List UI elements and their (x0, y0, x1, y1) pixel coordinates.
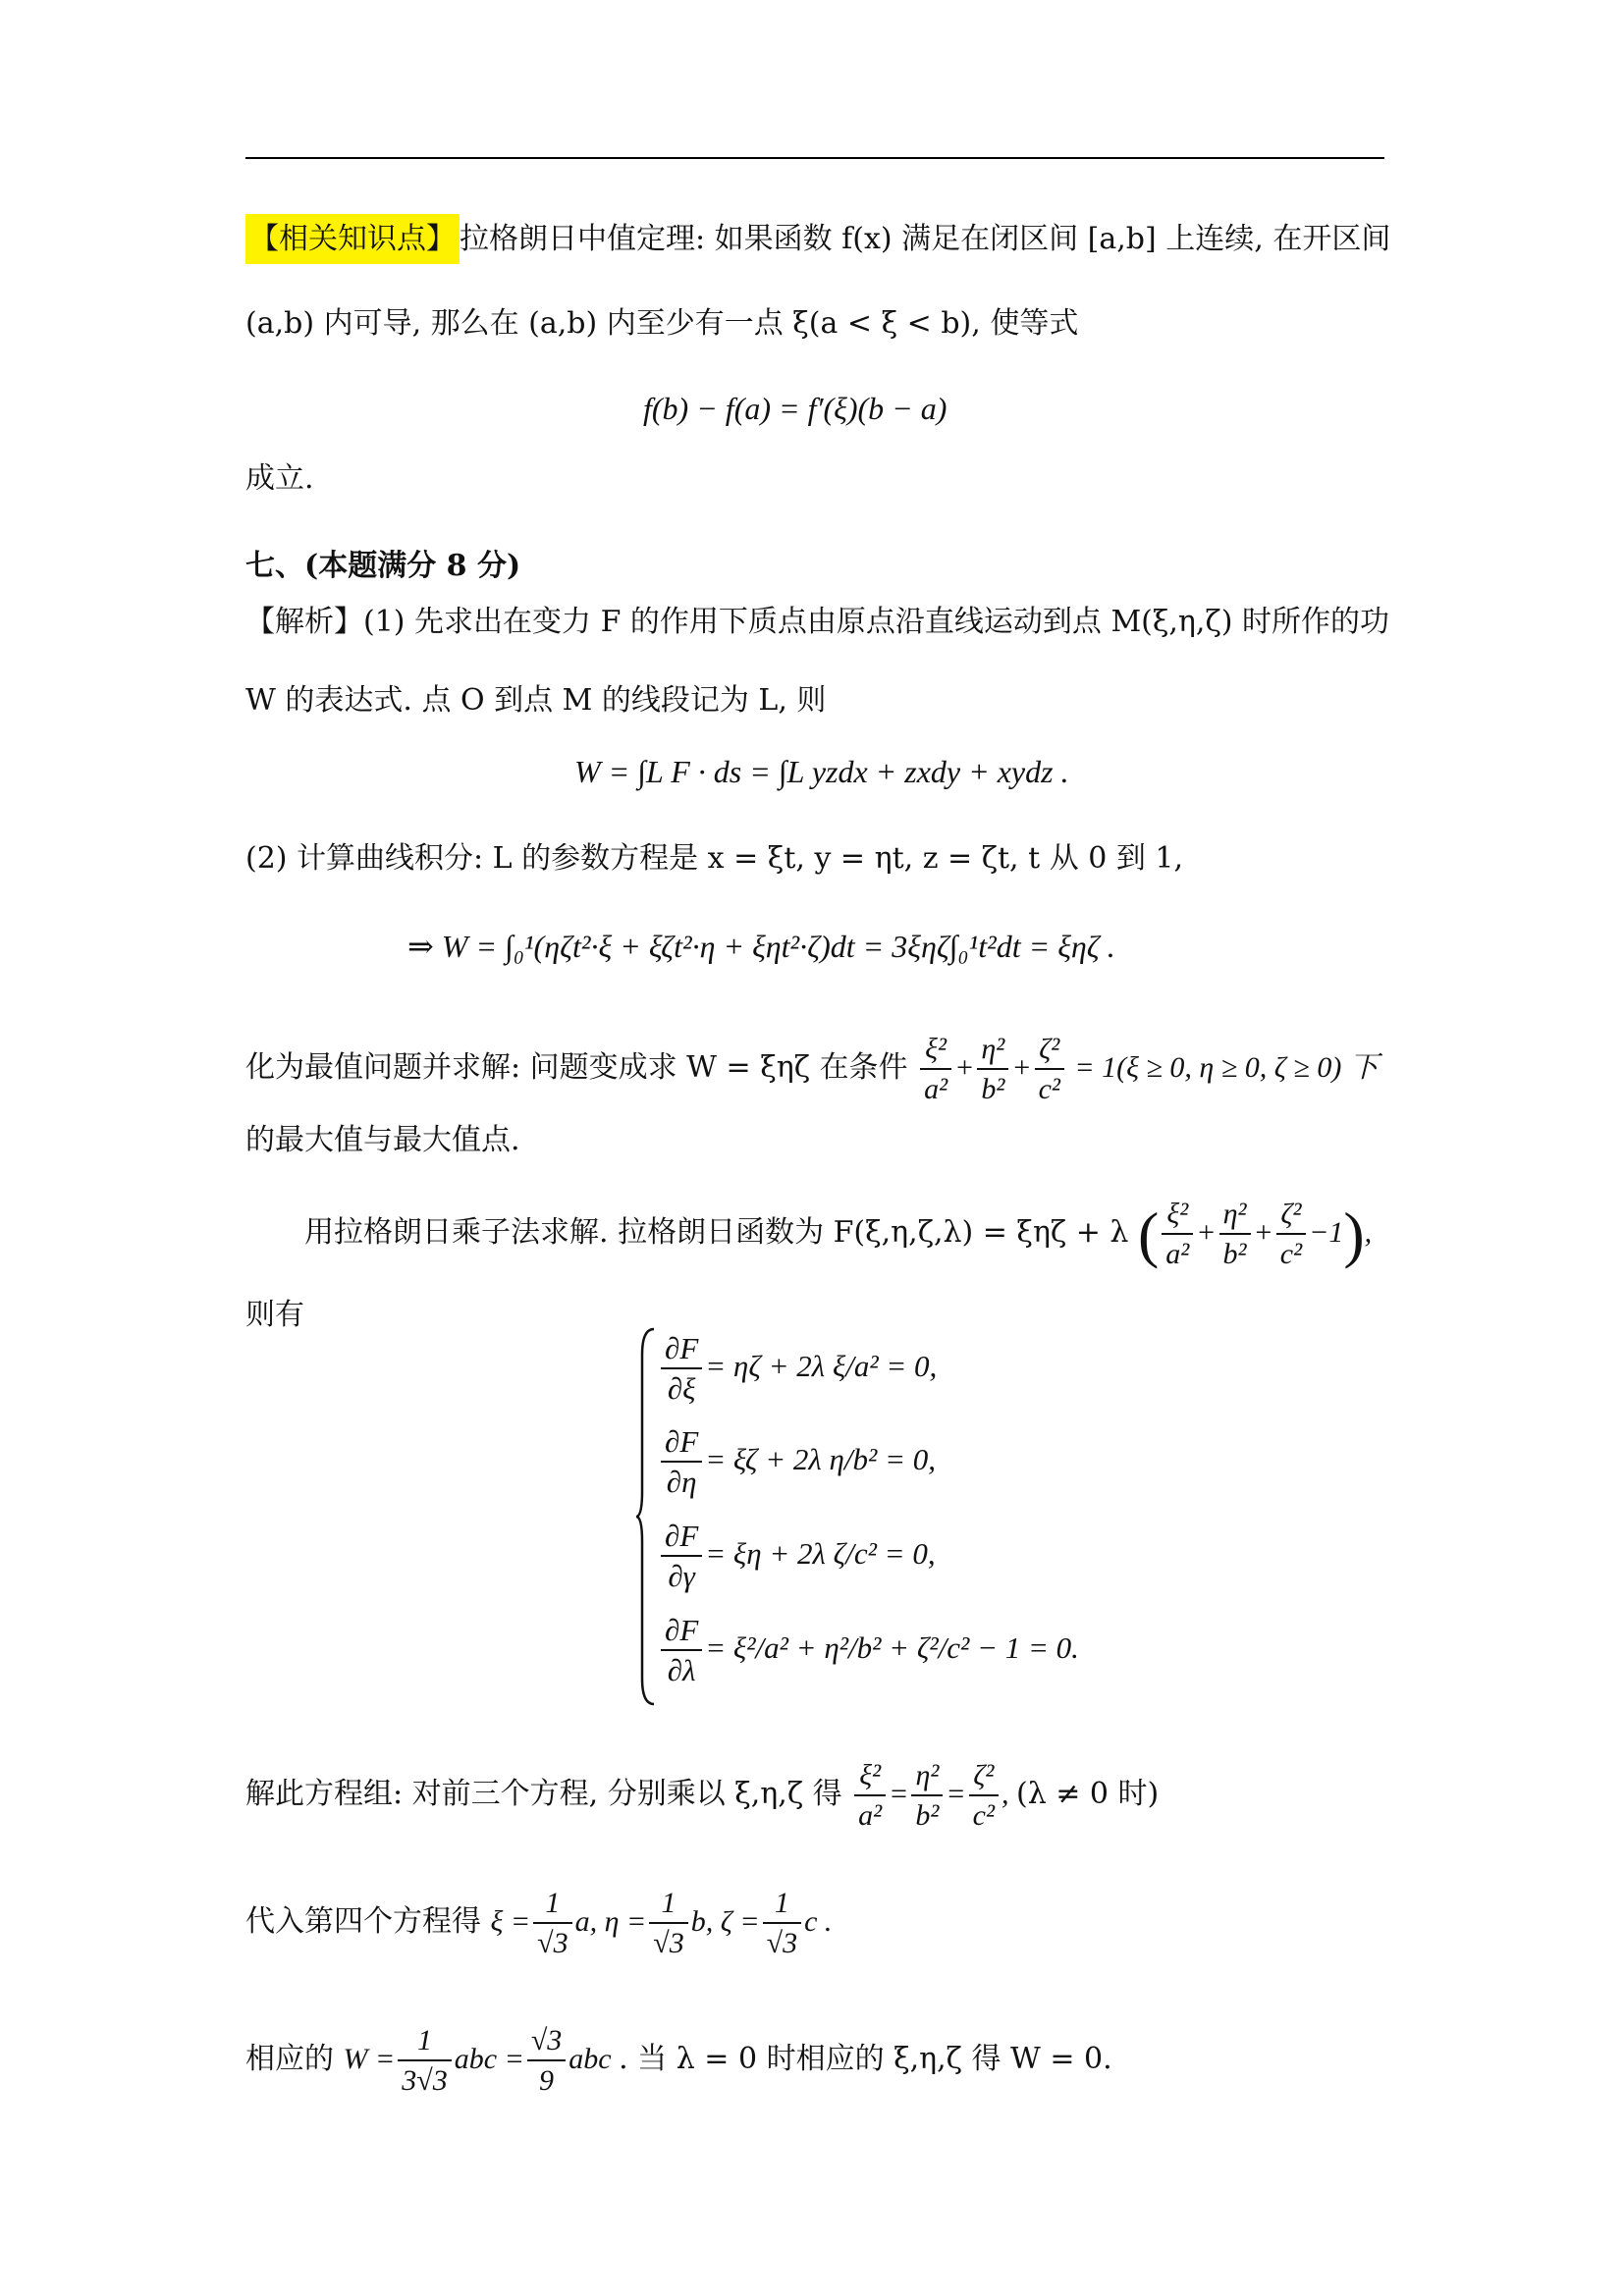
system-row-1: $\frac{\partial F}{\partial\xi}$ = ηζ + 2λ ξ/a² = 0, (658, 1330, 937, 1409)
lemma-conclusion: 成立. (245, 461, 314, 496)
final-text: 相应的 (245, 2041, 334, 2076)
lemma-line-2: (a,b) 内可导, 那么在 (a,b) 内至少有一点 ξ(a < ξ < b), 使等式 (245, 306, 1079, 341)
lemma-tag: 【相关知识点】 (245, 214, 460, 264)
section-title: 七、(本题满分 8 分) (245, 549, 521, 583)
solution-values: ξ = $\frac{1}{√3}$ a, η = $\frac{1}{√3}$ b, ζ = $\frac{1}{√3}$ c . (491, 1905, 833, 1938)
ratio-equality: $\frac{\text{ξ²}}{\text{a²}}$ = $\frac{\text{η²}}{\text{b²}}$ = $\frac{\text{ζ²}}{\text{c²}}$ , (851, 1778, 1016, 1810)
p3-condition-tail: = 1(ξ ≥ 0, η ≥ 0, ζ ≥ 0) 下 (1074, 1050, 1379, 1084)
lemma-formula: f(b) − f(a) = f′(ξ)(b − a) (643, 391, 947, 426)
analysis-p1-line-2: W 的表达式. 点 O 到点 M 的线段记为 L, 则 (245, 683, 827, 718)
substitution-line (245, 1885, 832, 1963)
analysis-p1-line-1: 【解析】(1) 先求出在变力 F 的作用下质点由原点沿直线运动到点 M(ξ,η,ζ) 时所作的功 (245, 605, 1389, 639)
left-brace-icon (636, 1325, 656, 1708)
lagrange-bracket: ( $\frac{\text{ξ²}}{\text{a²}}$ + $\frac{\text{η²}}{\text{b²}}$ + $\frac{\text{ζ²}}{\text{c²}}$ −1), (1138, 1216, 1372, 1249)
final-line (245, 2022, 1112, 2101)
condition-fractions: $\frac{\text{ξ²}}{\text{a²}}$ + $\frac{\text{η²}}{\text{b²}}$ + $\frac{\text{ζ²}}{\text{c²}}$ (917, 1051, 1074, 1084)
equation-system (636, 1325, 1079, 1708)
solve-line (245, 1757, 1159, 1836)
p4-text: 用拉格朗日乘子法求解. 拉格朗日函数为 F(ξ,η,ζ,λ) = ξηζ + λ (304, 1214, 1129, 1250)
sub-text: 代入第四个方程得 (245, 1903, 481, 1939)
analysis-p3-line-1 (245, 1031, 1379, 1109)
integral-formula: ⇒ W = ∫₀¹(ηζt²·ξ + ξζt²·η + ξηt²·ζ)dt = 3ξηζ∫₀¹t²dt = ξηζ . (407, 929, 1115, 964)
solve-note: (λ ≠ 0 时) (1015, 1776, 1160, 1811)
lemma-line-1 (245, 218, 1390, 261)
analysis-p4-after: 则有 (245, 1298, 304, 1332)
work-formula: W = ∫L F · ds = ∫L yzdx + zxdy + xydz . (574, 754, 1069, 789)
system-eq-3: = ξη + 2λ ζ/c² = 0, (705, 1536, 936, 1572)
system-row-2: $\frac{\partial F}{\partial\eta}$ = ξζ + 2λ η/b² = 0, (658, 1423, 936, 1502)
p3-text: 化为最值问题并求解: 问题变成求 W = ξηζ 在条件 (245, 1049, 908, 1085)
system-eq-4: = ξ²/a² + η²/b² + ζ²/c² − 1 = 0. (705, 1630, 1079, 1666)
header-rule (245, 157, 1384, 159)
solve-text: 解此方程组: 对前三个方程, 分别乘以 ξ,η,ζ 得 (245, 1776, 842, 1811)
system-eq-2: = ξζ + 2λ η/b² = 0, (705, 1442, 937, 1477)
system-row-4: $\frac{\partial F}{\partial\lambda}$ = ξ²/a² + η²/b² + ζ²/c² − 1 = 0. (658, 1612, 1079, 1690)
lemma-text-1: 拉格朗日中值定理: 如果函数 f(x) 满足在闭区间 [a,b] 上连续, 在开区间 (460, 222, 1391, 256)
analysis-p3-line-2: 的最大值与最大值点. (245, 1123, 520, 1157)
final-tail: . 当 λ = 0 时相应的 ξ,η,ζ 得 W = 0. (619, 2041, 1112, 2076)
analysis-p4-line (304, 1196, 1372, 1274)
system-eq-1: = ηζ + 2λ ξ/a² = 0, (705, 1349, 938, 1384)
system-row-3: $\frac{\partial F}{\partial\gamma}$ = ξη + 2λ ζ/c² = 0, (658, 1518, 936, 1596)
analysis-p2-line: (2) 计算曲线积分: L 的参数方程是 x = ξt, y = ηt, z = ζt, t 从 0 到 1, (245, 841, 1184, 876)
final-formula: W = $\frac{1}{3√3}$ abc = $\frac{√3}{9}$ abc (344, 2043, 620, 2075)
